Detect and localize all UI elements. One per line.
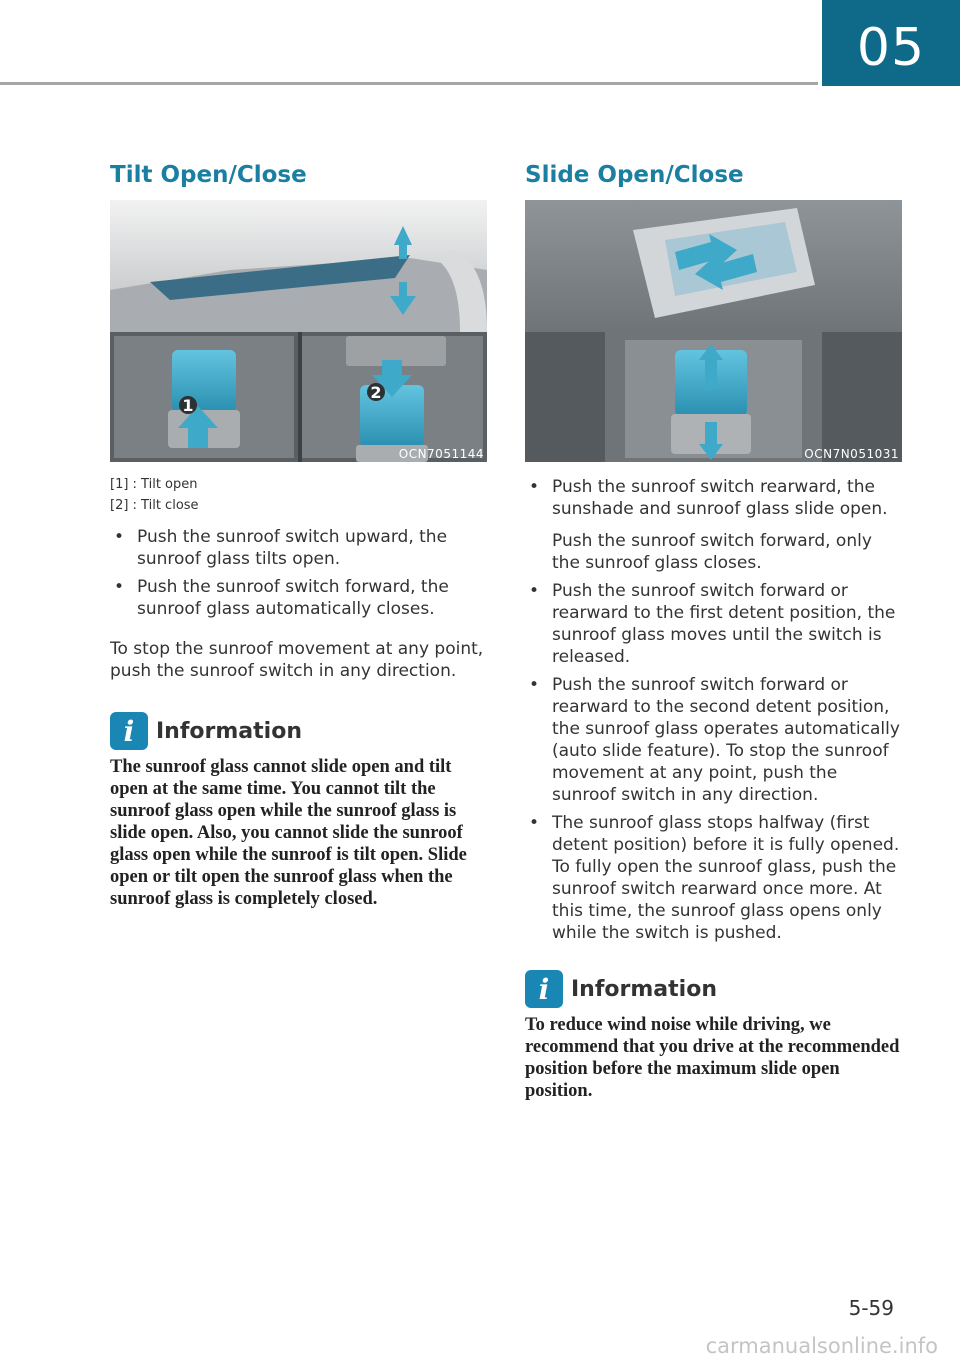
svg-text:1: 1 bbox=[182, 396, 194, 415]
info-text: The sunroof glass cannot slide open and tilt open at the same time. You cannot tilt the sunroof glass open while the sunroof glass is slide open. Also, you cannot slide the sunroof glass open while the sunroof is tilt open. Slide open or tilt open the sunroof glass when the sunroof glass is completely closed. bbox=[110, 757, 467, 909]
figure-captions bbox=[110, 474, 488, 516]
bullet-subtext: Push the sunroof switch forward, only the sunroof glass closes. bbox=[552, 531, 872, 573]
left-column bbox=[110, 158, 488, 910]
figure-code: OCN7051144 bbox=[398, 447, 484, 461]
info-label: Information bbox=[571, 976, 717, 1002]
section-title-slide: Slide Open/Close bbox=[525, 162, 744, 188]
info-header bbox=[525, 970, 903, 1008]
info-icon: i bbox=[110, 712, 148, 750]
slide-figure bbox=[525, 200, 902, 462]
bullet-item: • Push the sunroof switch forward, the sunroof glass automatically closes. bbox=[110, 576, 488, 620]
info-header bbox=[110, 712, 488, 750]
info-label: Information bbox=[156, 718, 302, 744]
caption-1: [1] : Tilt open bbox=[110, 477, 198, 492]
slide-illustration bbox=[525, 200, 902, 462]
chapter-tab: 05 bbox=[822, 0, 960, 86]
svg-text:2: 2 bbox=[370, 383, 382, 402]
bullet-item: • Push the sunroof switch forward or rearward to the first detent position, the sunroof glass moves until the switch is released. bbox=[525, 580, 903, 668]
page-number: 5-59 bbox=[848, 1296, 894, 1320]
header-rule bbox=[0, 82, 818, 85]
slide-bullets bbox=[525, 476, 903, 944]
right-column bbox=[525, 158, 903, 1102]
bullet-item bbox=[525, 476, 903, 574]
section-title-tilt: Tilt Open/Close bbox=[110, 162, 307, 188]
bullet-item: • Push the sunroof switch upward, the sunroof glass tilts open. bbox=[110, 526, 488, 570]
info-text: To reduce wind noise while driving, we recommend that you drive at the recommended position before the maximum slide open position. bbox=[525, 1015, 900, 1101]
watermark: carmanualsonline.info bbox=[705, 1334, 938, 1358]
figure-code: OCN7N051031 bbox=[804, 447, 899, 461]
tilt-figure bbox=[110, 200, 487, 462]
tilt-paragraph: To stop the sunroof movement at any point, push the sunroof switch in any direction. bbox=[110, 639, 484, 681]
bullet-text: Push the sunroof switch rearward, the sunshade and sunroof glass slide open. bbox=[552, 477, 888, 519]
bullet-item: • Push the sunroof switch forward or rearward to the second detent position, the sunroof glass operates automatically (auto slide feature). To stop the sunroof movement at any point, push the sunroof switch in any direction. bbox=[525, 674, 903, 806]
tilt-bullets bbox=[110, 526, 488, 620]
tilt-illustration bbox=[110, 200, 487, 462]
bullet-item: • The sunroof glass stops halfway (first detent position) before it is fully opened. To fully open the sunroof glass, push the sunroof switch rearward once more. At this time, the sunroof glass opens only while the switch is pushed. bbox=[525, 812, 903, 944]
info-icon: i bbox=[525, 970, 563, 1008]
caption-2: [2] : Tilt close bbox=[110, 498, 199, 513]
